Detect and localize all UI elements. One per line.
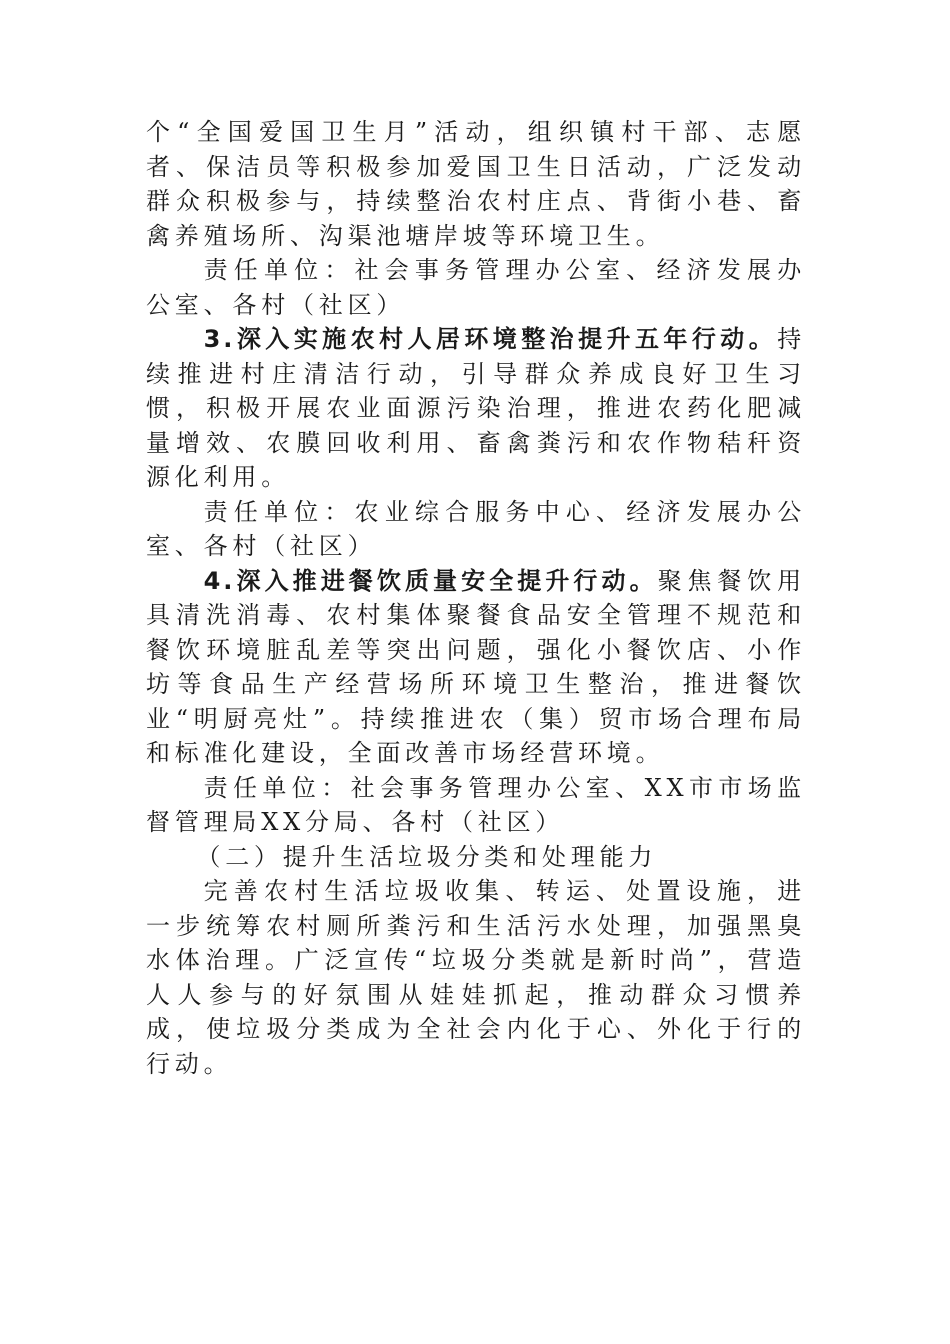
responsible-units-1: 责任单位：社会事务管理办公室、经济发展办公室、各村（社区） [146,256,806,319]
item-4-heading: 4.深入推进餐饮质量安全提升行动。 [203,566,658,595]
section-body-paragraph: 完善农村生活垃圾收集、转运、处置设施，进一步统筹农村厕所粪污和生活污水处理，加强黑臭水体治理。广泛宣传“垃圾分类就是新时尚”，营造人人参与的好氛围从娃娃抓起，推动群众习惯养成，使垃圾分类成为全社会内化于心、外化于行的行动。 [146,877,806,1078]
responsible-units-3: 责任单位：社会事务管理办公室、XX市市场监督管理局XX分局、各村（社区） [146,773,806,836]
item-3-paragraph [146,322,806,495]
item-4-body: 聚焦餐饮用具清洗消毒、农村集体聚餐食品安全管理不规范和餐饮环境脏乱差等突出问题，强化小餐饮店、小作坊等食品生产经营场所环境卫生整治，推进餐饮业“明厨亮灶”。持续推进农（集）贸市场合理布局和标准化建设，全面改善市场经营环境。 [146,566,806,767]
item-3-heading: 3.深入实施农村人居环境整治提升五年行动。 [203,325,778,353]
document-body [146,115,806,1081]
section-subheading: （二）提升生活垃圾分类和处理能力 [196,842,658,871]
item-4-paragraph [146,564,806,771]
responsible-units-2: 责任单位：农业综合服务中心、经济发展办公室、各村（社区） [146,497,806,560]
item-3-body: 持续推进村庄清洁行动，引导群众养成良好卫生习惯，积极开展农业面源污染治理，推进农药化肥减量增效、农膜回收利用、畜禽粪污和农作物秸秆资源化利用。 [146,325,806,491]
paragraph-continuation: 个“全国爱国卫生月”活动，组织镇村干部、志愿者、保洁员等积极参加爱国卫生日活动，广泛发动群众积极参与，持续整治农村庄点、背街小巷、畜禽养殖场所、沟渠池塘岸坡等环境卫生。 [146,118,806,250]
